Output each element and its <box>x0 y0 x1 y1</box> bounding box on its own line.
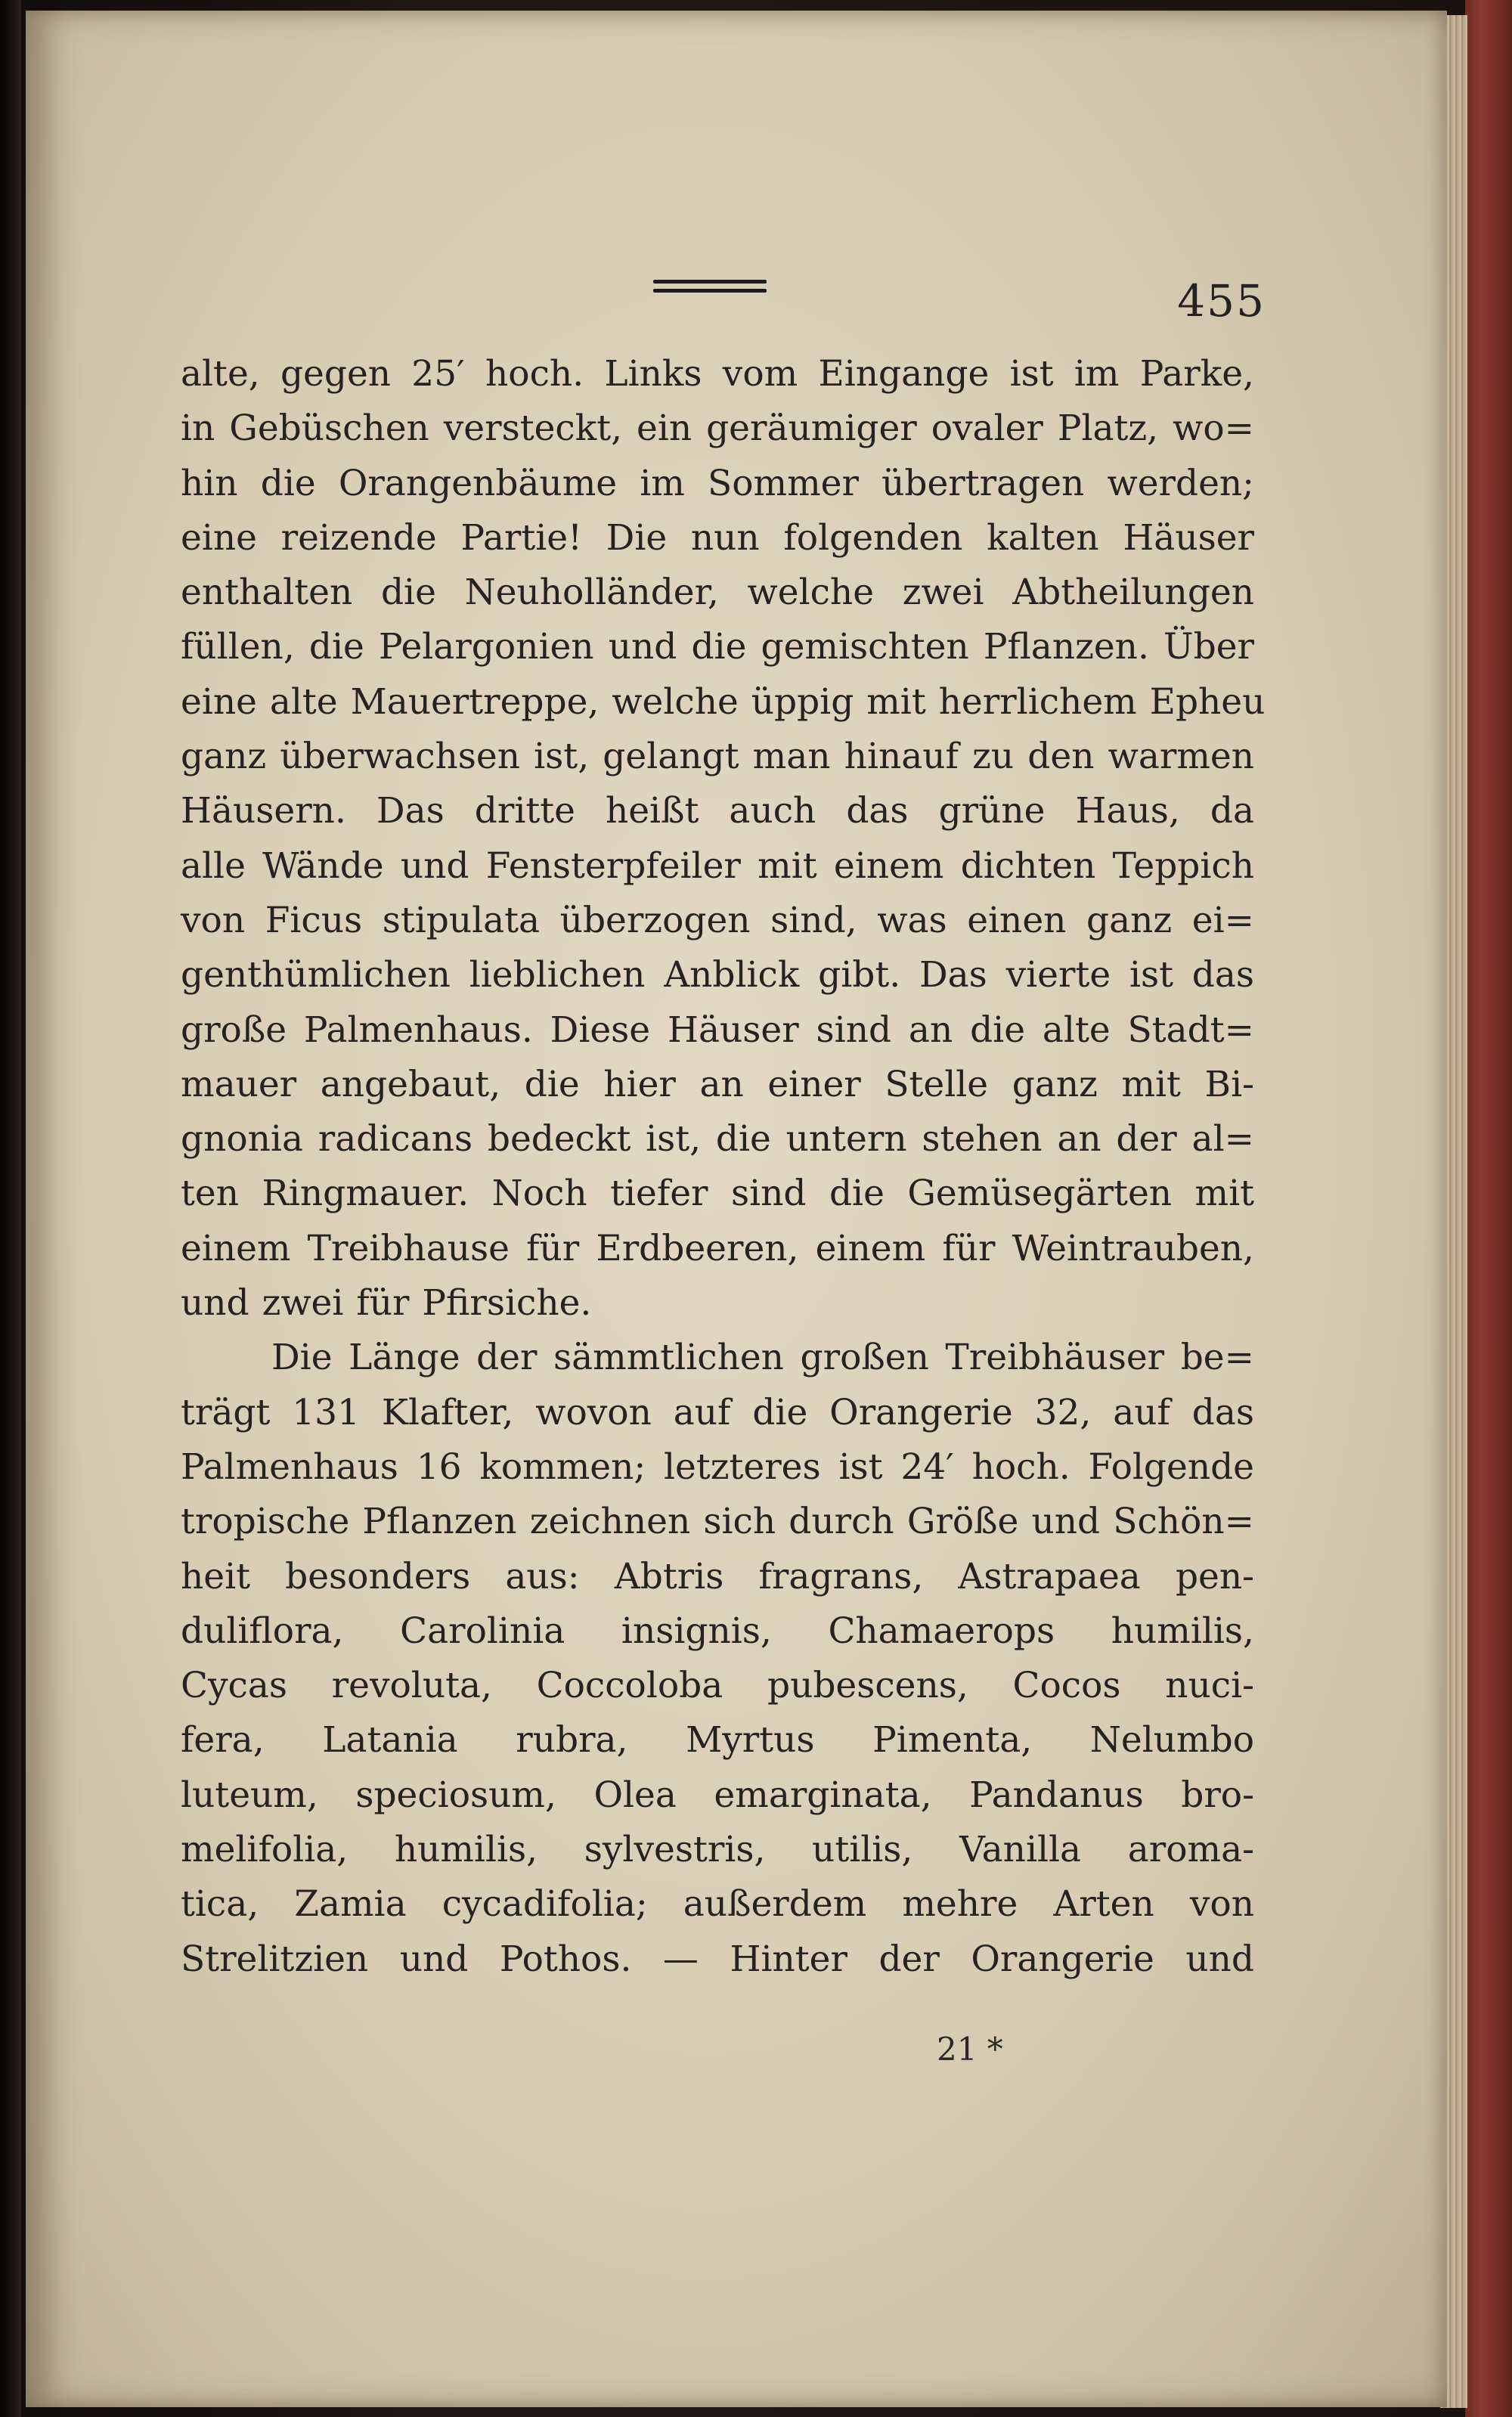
text-line: füllen, die Pelargonien und die gemischten Pflanzen. Über <box>181 626 1254 668</box>
text-line: fera, Latania rubra, Myrtus Pimenta, Nelumbo <box>181 1719 1254 1762</box>
text-line: tropische Pflanzen zeichnen sich durch Größe und Schön= <box>181 1501 1254 1543</box>
text-line: heit besonders aus: Abtris fragrans, Astrapaea pen- <box>181 1555 1254 1597</box>
text-line: große Palmenhaus. Diese Häuser sind an die alte Stadt= <box>181 1009 1254 1051</box>
text-line: Palmenhaus 16 kommen; letzteres ist 24′ hoch. Folgende <box>181 1446 1254 1488</box>
text-line: Häusern. Das dritte heißt auch das grüne Haus, da <box>181 790 1254 832</box>
text-line: einem Treibhause für Erdbeeren, einem für Weintrauben, <box>181 1227 1254 1269</box>
text-line: eine reizende Partie! Die nun folgenden kalten Häuser <box>181 516 1254 559</box>
book-cover-right <box>1465 0 1512 2417</box>
header-rule <box>653 280 767 293</box>
text-line: duliflora, Carolinia insignis, Chamaerops humilis, <box>181 1610 1254 1652</box>
text-line: melifolia, humilis, sylvestris, utilis, Vanilla aroma- <box>181 1829 1254 1871</box>
text-line: genthümlichen lieblichen Anblick gibt. Das vierte ist das <box>181 954 1254 996</box>
text-line: trägt 131 Klafter, wovon auf die Orangerie 32, auf das <box>181 1391 1254 1433</box>
paragraph-first-line: Die Länge der sämmtlichen großen Treibhäuser be= <box>271 1337 1254 1379</box>
text-line: enthalten die Neuholländer, welche zwei Abtheilungen <box>181 572 1254 614</box>
text-line: ganz überwachsen ist, gelangt man hinauf zu den warmen <box>181 736 1254 778</box>
book-binding-left <box>0 0 21 2417</box>
text-line: Cycas revoluta, Coccoloba pubescens, Cocos nuci- <box>181 1665 1254 1707</box>
text-line: in Gebüschen versteckt, ein geräumiger ovaler Platz, wo= <box>181 407 1254 450</box>
page-body-text <box>181 347 1266 1987</box>
text-line: eine alte Mauertreppe, welche üppig mit herrlichem Epheu <box>181 680 1266 723</box>
text-line: Strelitzien und Pothos. — Hinter der Orangerie und <box>181 1938 1254 1980</box>
book-page <box>26 11 1447 2407</box>
text-line: von Ficus stipulata überzogen sind, was einen ganz ei= <box>181 899 1254 941</box>
text-line: hin die Orangenbäume im Sommer übertragen werden; <box>181 462 1254 504</box>
text-line: alle Wände und Fensterpfeiler mit einem dichten Teppich <box>181 844 1254 887</box>
text-line: tica, Zamia cycadifolia; außerdem mehre Arten von <box>181 1883 1254 1926</box>
text-line: und zwei für Pfirsiche. <box>181 1282 592 1325</box>
signature-mark: 21 * <box>937 2031 1003 2068</box>
text-line: alte, gegen 25′ hoch. Links vom Eingange ist im Parke, <box>181 353 1254 395</box>
text-line: gnonia radicans bedeckt ist, die untern stehen an der al= <box>181 1118 1254 1160</box>
text-line: ten Ringmauer. Noch tiefer sind die Gemüsegärten mit <box>181 1173 1254 1215</box>
page-number: 455 <box>1177 275 1266 327</box>
text-line: luteum, speciosum, Olea emarginata, Pandanus bro- <box>181 1774 1254 1816</box>
text-line: mauer angebaut, die hier an einer Stelle ganz mit Bi- <box>181 1063 1254 1105</box>
